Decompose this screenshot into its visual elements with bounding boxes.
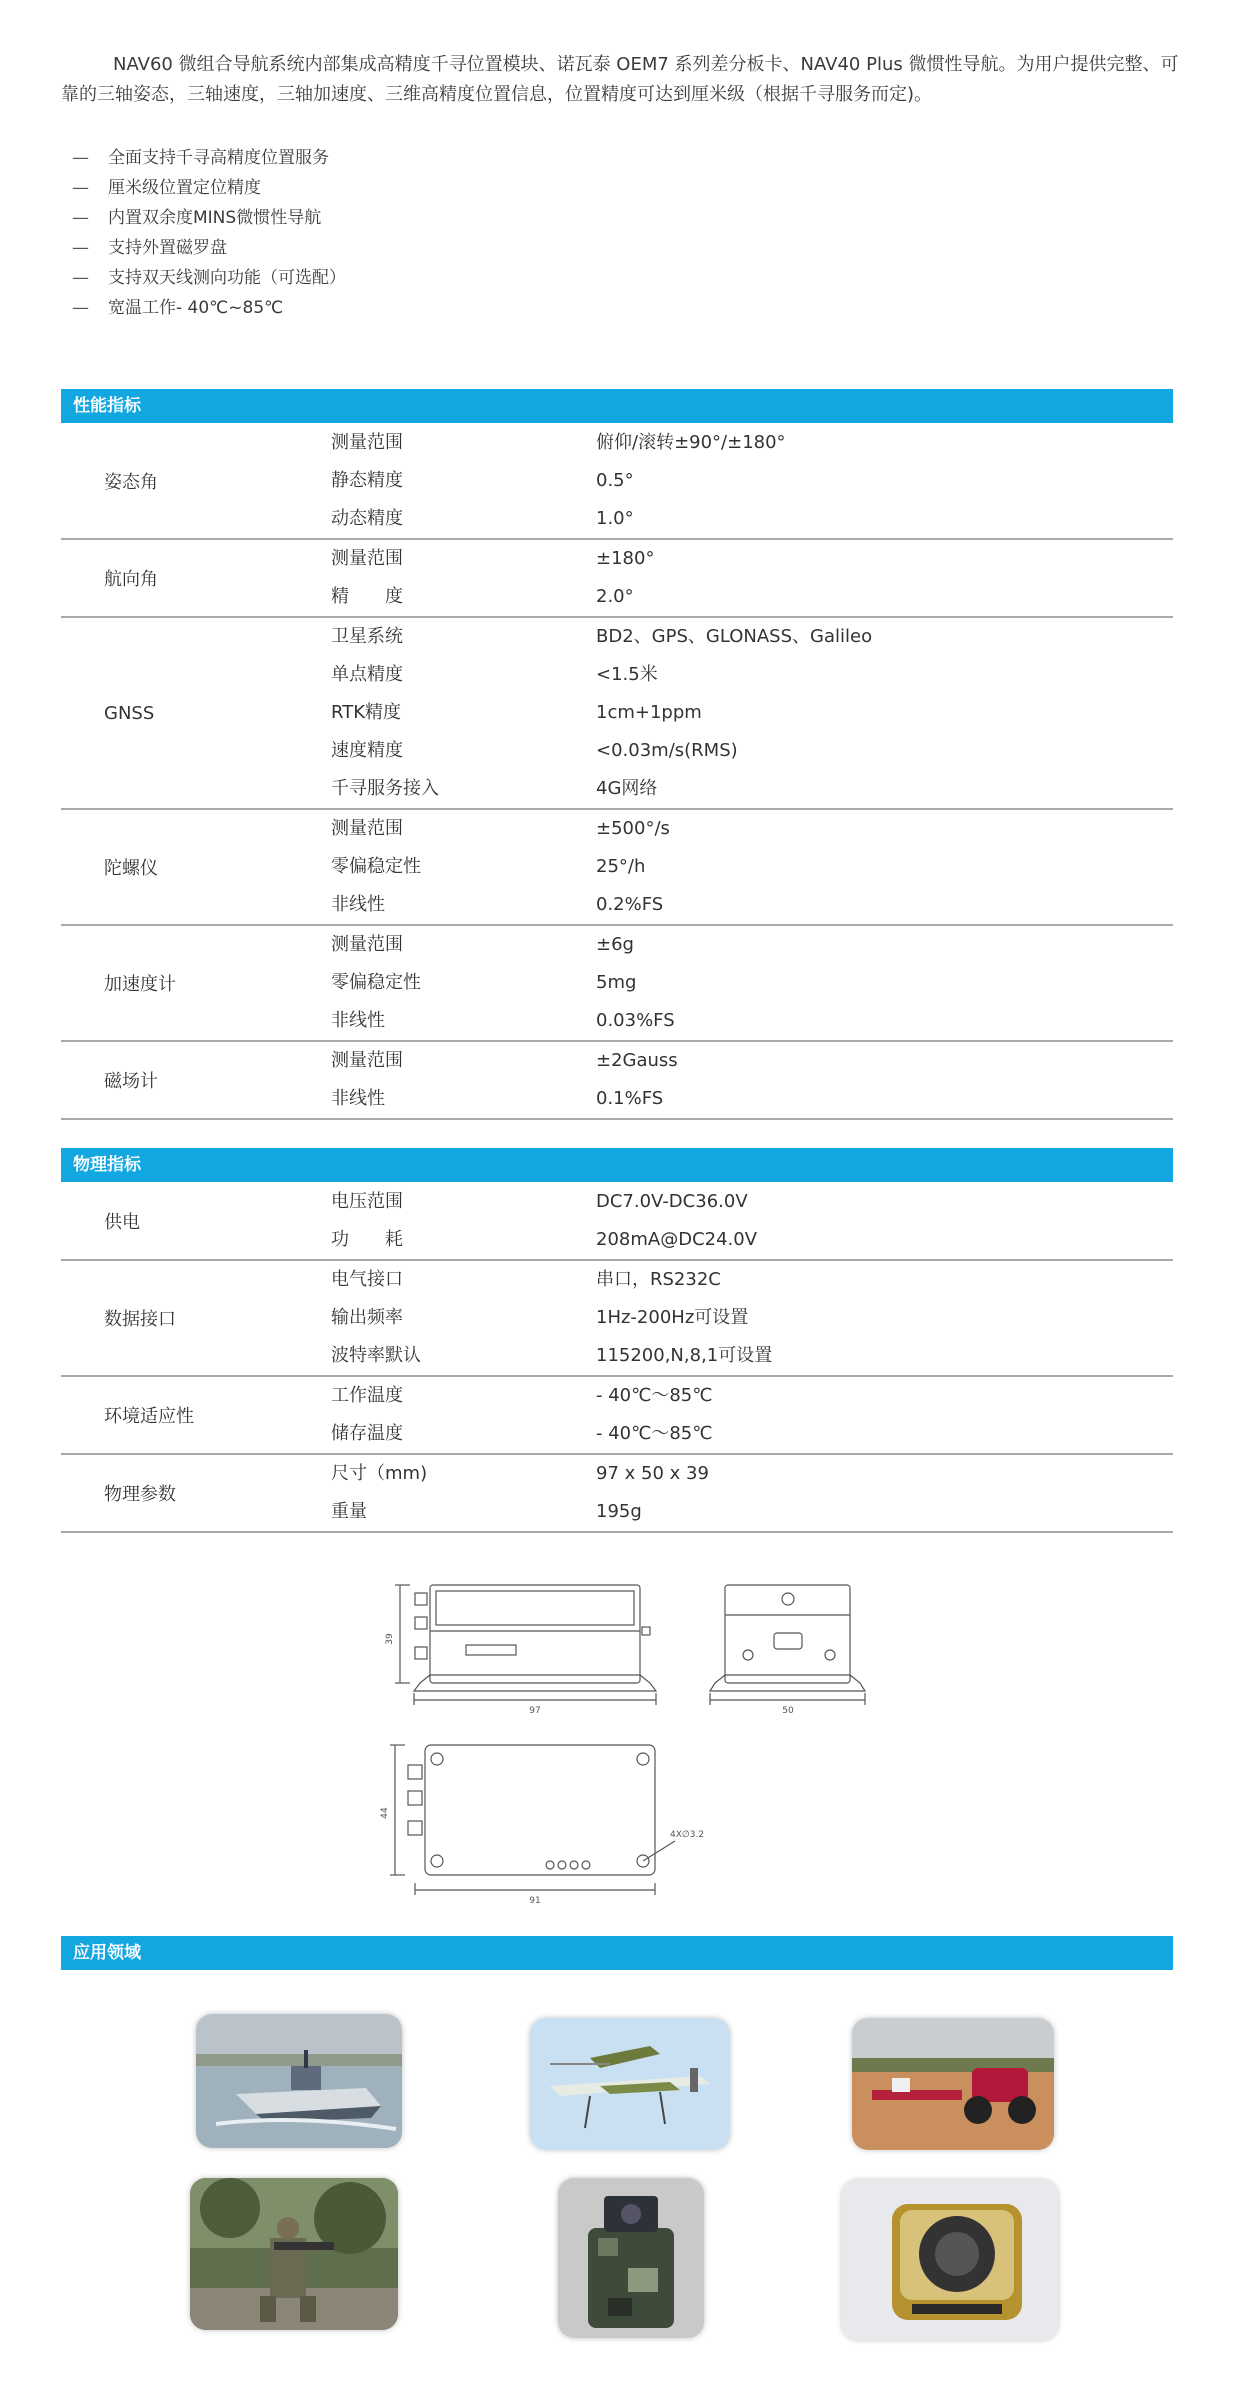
table-row: [61, 462, 1173, 500]
drone-photo: [530, 2018, 730, 2150]
spec-value: - 40℃～85℃: [596, 1385, 713, 1406]
spec-value: 208mA@DC24.0V: [596, 1229, 758, 1250]
table-row: [61, 1415, 1173, 1453]
spec-value: 俯仰/滚转±90°/±180°: [596, 432, 786, 453]
list-item: — 厘米级位置定位精度: [72, 173, 346, 203]
spec-group: [61, 540, 1173, 618]
spec-value: 1cm+1ppm: [596, 702, 702, 723]
spec-group: [61, 1455, 1173, 1533]
spec-group: [61, 1261, 1173, 1377]
spec-key: 测量范围: [331, 432, 403, 453]
table-row: [61, 1221, 1173, 1259]
table-row: [61, 1377, 1173, 1415]
width-dimension-label: 50: [782, 1706, 794, 1716]
spec-value: 0.03%FS: [596, 1010, 675, 1031]
spec-key: 测量范围: [331, 818, 403, 839]
depth-dimension-label: 44: [380, 1807, 390, 1819]
spec-group-name: 环境适应性: [104, 1406, 194, 1427]
spec-group-name: 物理参数: [104, 1484, 176, 1505]
spec-value: <0.03m/s(RMS): [596, 740, 738, 761]
physical-table: [61, 1183, 1173, 1533]
spec-value: 0.2%FS: [596, 894, 664, 915]
spec-key: 尺寸（mm): [331, 1463, 428, 1484]
spec-key: 精 度: [331, 586, 403, 607]
table-row: [61, 886, 1173, 924]
spec-group: [61, 1042, 1173, 1120]
list-item: — 宽温工作- 40℃~85℃: [72, 293, 346, 323]
table-row: [61, 810, 1173, 848]
spec-value: <1.5米: [596, 664, 658, 685]
spec-group-name: 数据接口: [104, 1309, 176, 1330]
table-row: [61, 540, 1173, 578]
table-row: [61, 424, 1173, 462]
table-row: [61, 656, 1173, 694]
intro-paragraph: NAV60 微组合导航系统内部集成高精度千寻位置模块、诺瓦泰 OEM7 系列差分板卡、NAV40 Plus 微惯性导航。为用户提供完整、可靠的三轴姿态，三轴速度，三轴加速度、三维高精度位置信息，位置精度可达到厘米级（根据千寻服务而定)。: [61, 54, 1179, 105]
dimension-drawing-svg: [370, 1575, 870, 1905]
tractor-photo: [852, 2018, 1054, 2150]
spec-group-name: 加速度计: [104, 974, 176, 995]
spec-key: 重量: [331, 1501, 367, 1522]
table-row: [61, 732, 1173, 770]
dash-icon: —: [72, 178, 89, 198]
table-row: [61, 1042, 1173, 1080]
list-item: — 内置双余度MINS微惯性导航: [72, 203, 346, 233]
spec-group: [61, 926, 1173, 1042]
table-row: [61, 964, 1173, 1002]
spec-key: 电气接口: [331, 1269, 403, 1290]
spec-value: 1.0°: [596, 508, 634, 529]
spec-value: - 40℃～85℃: [596, 1423, 713, 1444]
table-row: [61, 1080, 1173, 1118]
table-row: [61, 926, 1173, 964]
table-row: [61, 500, 1173, 538]
performance-table: [61, 424, 1173, 1120]
spec-group: [61, 1183, 1173, 1261]
spec-key: 工作温度: [331, 1385, 403, 1406]
table-row: [61, 694, 1173, 732]
spec-key: 单点精度: [331, 664, 403, 685]
list-item: — 支持外置磁罗盘: [72, 233, 346, 263]
spec-value: 2.0°: [596, 586, 634, 607]
length-dimension-label: 97: [529, 1706, 541, 1716]
spec-group: [61, 1377, 1173, 1455]
spec-value: ±500°/s: [596, 818, 670, 839]
spec-key: 动态精度: [331, 508, 403, 529]
performance-section-header: 性能指标: [61, 389, 1173, 423]
boat-photo: [196, 2014, 402, 2148]
spec-key: 电压范围: [331, 1191, 403, 1212]
table-row: [61, 1299, 1173, 1337]
dash-icon: —: [72, 298, 89, 318]
spec-key: 输出频率: [331, 1307, 403, 1328]
spec-group: [61, 424, 1173, 540]
table-row: [61, 1493, 1173, 1531]
spec-value: 25°/h: [596, 856, 646, 877]
dash-icon: —: [72, 268, 89, 288]
spec-key: RTK精度: [331, 702, 401, 723]
spec-value: ±6g: [596, 934, 634, 955]
spec-group: [61, 618, 1173, 810]
spec-value: 5mg: [596, 972, 637, 993]
spec-value: ±180°: [596, 548, 655, 569]
list-item: — 支持双天线测向功能（可选配）: [72, 263, 346, 293]
table-row: [61, 618, 1173, 656]
list-item: — 全面支持千寻高精度位置服务: [72, 143, 346, 173]
hole-dimension-label: 4X∅3.2: [670, 1830, 705, 1840]
spec-group-name: 姿态角: [104, 472, 158, 493]
feature-list: [72, 143, 346, 323]
table-row: [61, 1183, 1173, 1221]
spec-group: [61, 810, 1173, 926]
table-row: [61, 770, 1173, 808]
physical-section-header: 物理指标: [61, 1148, 1173, 1182]
table-row: [61, 1002, 1173, 1040]
spec-value: 4G网络: [596, 778, 658, 799]
module-photo: [842, 2180, 1058, 2340]
height-dimension-label: 39: [385, 1633, 395, 1645]
spec-key: 功 耗: [331, 1229, 403, 1250]
spec-key: 测量范围: [331, 548, 403, 569]
spec-key: 非线性: [331, 894, 385, 915]
table-row: [61, 848, 1173, 886]
spec-value: ±2Gauss: [596, 1050, 678, 1071]
spec-value: 115200,N,8,1可设置: [596, 1345, 773, 1366]
spec-key: 零偏稳定性: [331, 972, 421, 993]
spec-value: DC7.0V-DC36.0V: [596, 1191, 748, 1212]
table-row: [61, 1337, 1173, 1375]
camo-device-photo: [558, 2178, 704, 2338]
spec-key: 储存温度: [331, 1423, 403, 1444]
spec-group-name: 陀螺仪: [104, 858, 158, 879]
spec-group-name: GNSS: [104, 702, 155, 724]
dash-icon: —: [72, 238, 89, 258]
spec-value: 1Hz-200Hz可设置: [596, 1307, 749, 1328]
table-row: [61, 1455, 1173, 1493]
spec-key: 非线性: [331, 1088, 385, 1109]
spec-value: 0.1%FS: [596, 1088, 664, 1109]
spec-value: 串口，RS232C: [596, 1269, 721, 1290]
spec-group-name: 供电: [104, 1212, 140, 1233]
spec-key: 零偏稳定性: [331, 856, 421, 877]
spec-key: 卫星系统: [331, 626, 403, 647]
dimension-drawing: [370, 1575, 870, 1905]
spec-key: 波特率默认: [331, 1345, 421, 1366]
table-row: [61, 578, 1173, 616]
spec-value: 195g: [596, 1501, 642, 1522]
spec-key: 千寻服务接入: [331, 778, 439, 799]
spec-key: 非线性: [331, 1010, 385, 1031]
spec-value: BD2、GPS、GLONASS、Galileo: [596, 626, 873, 647]
spec-key: 速度精度: [331, 740, 403, 761]
spec-key: 测量范围: [331, 934, 403, 955]
spec-key: 测量范围: [331, 1050, 403, 1071]
spec-value: 0.5°: [596, 470, 634, 491]
applications-section-header: 应用领域: [61, 1936, 1173, 1970]
dash-icon: —: [72, 208, 89, 228]
base-dimension-label: 91: [529, 1896, 541, 1905]
spec-value: 97 x 50 x 39: [596, 1463, 709, 1484]
spec-key: 静态精度: [331, 470, 403, 491]
dash-icon: —: [72, 148, 89, 168]
spec-group-name: 磁场计: [104, 1071, 158, 1092]
spec-group-name: 航向角: [104, 569, 158, 590]
table-row: [61, 1261, 1173, 1299]
soldier-photo: [190, 2178, 398, 2330]
